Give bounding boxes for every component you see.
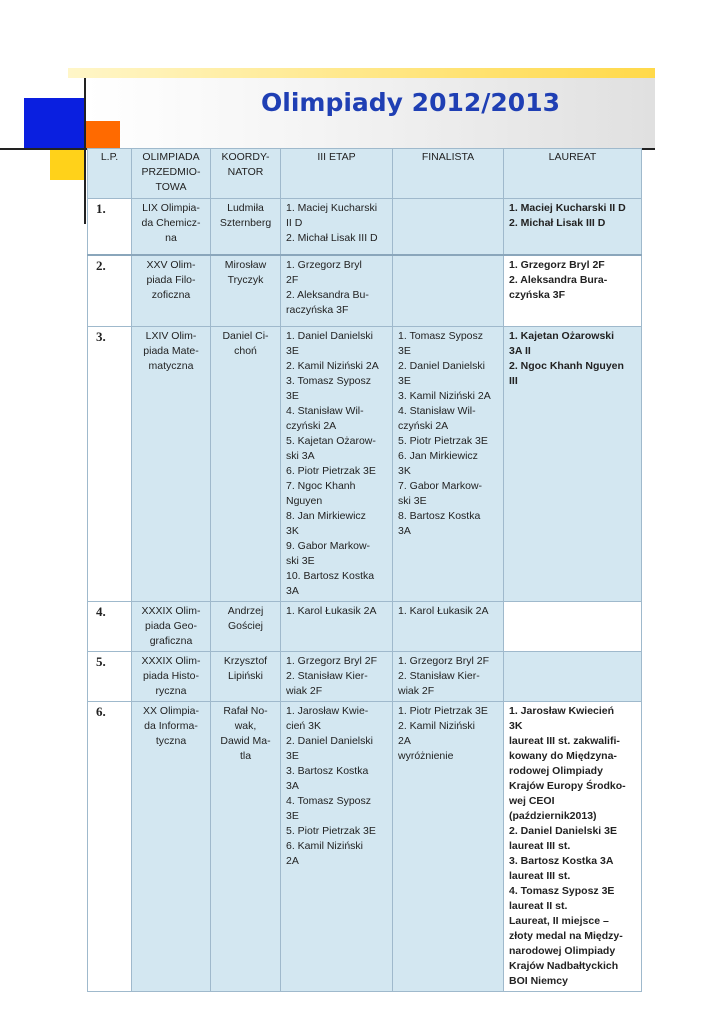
laureates: 1. Maciej Kucharski II D 2. Michał Lisak III D	[504, 199, 642, 255]
header-laureat: LAUREAT	[504, 149, 642, 199]
stage3-participants: 1. Karol Łukasik 2A	[281, 602, 393, 652]
coordinator: Rafał No- wak, Dawid Ma- tla	[211, 702, 281, 992]
olympiad-name: XXXIX Olim- piada Histo- ryczna	[132, 652, 211, 702]
olympiad-name: XX Olimpia- da Informa- tyczna	[132, 702, 211, 992]
coordinator: Ludmiła Szternberg	[211, 199, 281, 255]
row-number: 5.	[88, 652, 132, 702]
stage3-participants: 1. Grzegorz Bryl 2F 2. Aleksandra Bu- raczyńska 3F	[281, 255, 393, 327]
row-number: 2.	[88, 255, 132, 327]
page-title: Olimpiady 2012/2013	[261, 88, 560, 117]
header-koordynator: KOORDY-NATOR	[211, 149, 281, 199]
table-row	[88, 702, 642, 992]
laureates: 1. Jarosław Kwiecień 3K laureat III st. zakwalifi- kowany do Międzyna- rodowej Olimpiady Krajów Europy Środko- wej CEOI (październik2013) 2. Daniel Danielski 3E laureat III st. 3. Bartosz Kostka 3A laureat III st. 4. Tomasz Syposz 3E laureat II st. Laureat, II miejsce – złoty medal na Między- narodowej Olimpiady Krajów Nadbałtyckich BOI Niemcy	[504, 702, 642, 992]
header-lp: L.P.	[88, 149, 132, 199]
orange-square-decoration	[86, 121, 120, 148]
laureates	[504, 602, 642, 652]
coordinator: Daniel Ci- choń	[211, 327, 281, 602]
olympiad-name: XXXIX Olim- piada Geo- graficzna	[132, 602, 211, 652]
header-olimpiada: OLIMPIADA PRZEDMIO-TOWA	[132, 149, 211, 199]
header-yellow-bar	[68, 68, 655, 78]
finalists	[393, 199, 504, 255]
stage3-participants: 1. Grzegorz Bryl 2F 2. Stanisław Kier- wiak 2F	[281, 652, 393, 702]
olympiad-name: LIX Olimpia- da Chemicz- na	[132, 199, 211, 255]
stage3-participants: 1. Daniel Danielski 3E 2. Kamil Niziński 2A 3. Tomasz Syposz 3E 4. Stanisław Wil- czyński 2A 5. Kajetan Ożarow- ski 3A 6. Piotr Pietrzak 3E 7. Ngoc Khanh Nguyen 8. Jan Mirkiewicz 3K 9. Gabor Markow- ski 3E 10. Bartosz Kostka 3A	[281, 327, 393, 602]
laureates: 1. Kajetan Ożarowski 3A II 2. Ngoc Khanh Nguyen III	[504, 327, 642, 602]
olympiad-name: LXIV Olim- piada Mate- matyczna	[132, 327, 211, 602]
row-number: 1.	[88, 199, 132, 255]
olympiad-table	[87, 148, 642, 992]
finalists	[393, 255, 504, 327]
laureates: 1. Grzegorz Bryl 2F 2. Aleksandra Bura- czyńska 3F	[504, 255, 642, 327]
coordinator: Andrzej Gościej	[211, 602, 281, 652]
finalists: 1. Tomasz Syposz 3E 2. Daniel Danielski 3E 3. Kamil Niziński 2A 4. Stanisław Wil- czyński 2A 5. Piotr Pietrzak 3E 6. Jan Mirkiewicz 3K 7. Gabor Markow- ski 3E 8. Bartosz Kostka 3A	[393, 327, 504, 602]
row-number: 4.	[88, 602, 132, 652]
header-etap3: III ETAP	[281, 149, 393, 199]
row-number: 6.	[88, 702, 132, 992]
finalists: 1. Piotr Pietrzak 3E 2. Kamil Niziński 2A wyróżnienie	[393, 702, 504, 992]
olympiad-name: XXV Olim- piada Filo- zoficzna	[132, 255, 211, 327]
stage3-participants: 1. Maciej Kucharski II D 2. Michał Lisak III D	[281, 199, 393, 255]
table-row	[88, 652, 642, 702]
table-row	[88, 255, 642, 327]
finalists: 1. Grzegorz Bryl 2F 2. Stanisław Kier- wiak 2F	[393, 652, 504, 702]
laureates	[504, 652, 642, 702]
row-number: 3.	[88, 327, 132, 602]
finalists: 1. Karol Łukasik 2A	[393, 602, 504, 652]
coordinator: Krzysztof Lipiński	[211, 652, 281, 702]
header-finalista: FINALISTA	[393, 149, 504, 199]
coordinator: Mirosław Tryczyk	[211, 255, 281, 327]
table-header-row	[88, 149, 642, 199]
blue-square-decoration	[24, 98, 85, 150]
table-row	[88, 602, 642, 652]
table-row	[88, 327, 642, 602]
table-row	[88, 199, 642, 255]
stage3-participants: 1. Jarosław Kwie- cień 3K 2. Daniel Danielski 3E 3. Bartosz Kostka 3A 4. Tomasz Syposz 3E 5. Piotr Pietrzak 3E 6. Kamil Niziński 2A	[281, 702, 393, 992]
